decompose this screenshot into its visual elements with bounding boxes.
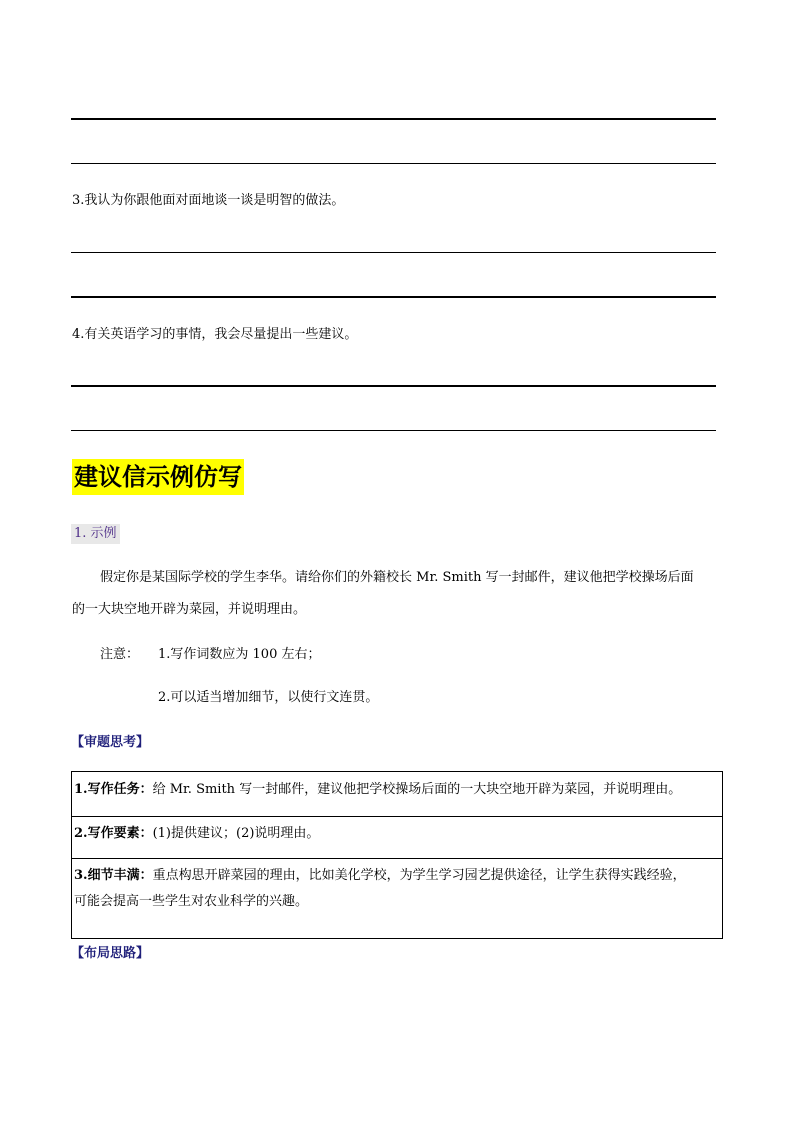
answer-line	[71, 430, 716, 431]
section-subtitle: 1. 示例	[71, 524, 120, 544]
row-label: 1.写作任务：	[74, 782, 153, 797]
layout-heading: 【布局思路】	[71, 946, 150, 961]
exercise-item-4: 4.有关英语学习的事情，我会尽量提出一些建议。	[72, 327, 358, 342]
analysis-heading: 【审题思考】	[71, 735, 150, 750]
section-title: 建议信示例仿写	[72, 459, 244, 495]
row-label: 3.细节丰满：	[74, 868, 153, 883]
analysis-table	[71, 771, 723, 939]
row-text-continued: 可能会提高一些学生对农业科学的兴趣。	[74, 894, 309, 909]
answer-line	[71, 252, 716, 253]
prompt-paragraph-line-2: 的一大块空地开辟为菜园，并说明理由。	[72, 602, 307, 617]
row-text: 给 Mr. Smith 写一封邮件，建议他把学校操场后面的一大块空地开辟为菜园，并说明理由。	[152, 782, 682, 797]
answer-line	[71, 118, 716, 120]
table-row	[72, 772, 722, 817]
answer-line	[71, 163, 716, 164]
table-row	[72, 817, 722, 859]
row-label: 2.写作要素：	[74, 826, 153, 841]
answer-line	[71, 296, 716, 298]
note-item-2: 2.可以适当增加细节，以使行文连贯。	[158, 690, 379, 705]
note-item-1: 1.写作词数应为 100 左右；	[158, 647, 321, 662]
row-text: 重点构思开辟菜园的理由，比如美化学校，为学生学习园艺提供途径，让学生获得实践经验，	[152, 868, 686, 883]
exercise-item-3: 3.我认为你跟他面对面地谈一谈是明智的做法。	[72, 193, 345, 208]
table-row	[72, 859, 722, 938]
answer-line	[71, 385, 716, 387]
row-text: (1)提供建议；(2)说明理由。	[152, 826, 320, 841]
prompt-paragraph-line-1: 假定你是某国际学校的学生李华。请给你们的外籍校长 Mr. Smith 写一封邮件，建议他把学校操场后面	[100, 570, 694, 585]
note-label: 注意：	[100, 647, 140, 662]
